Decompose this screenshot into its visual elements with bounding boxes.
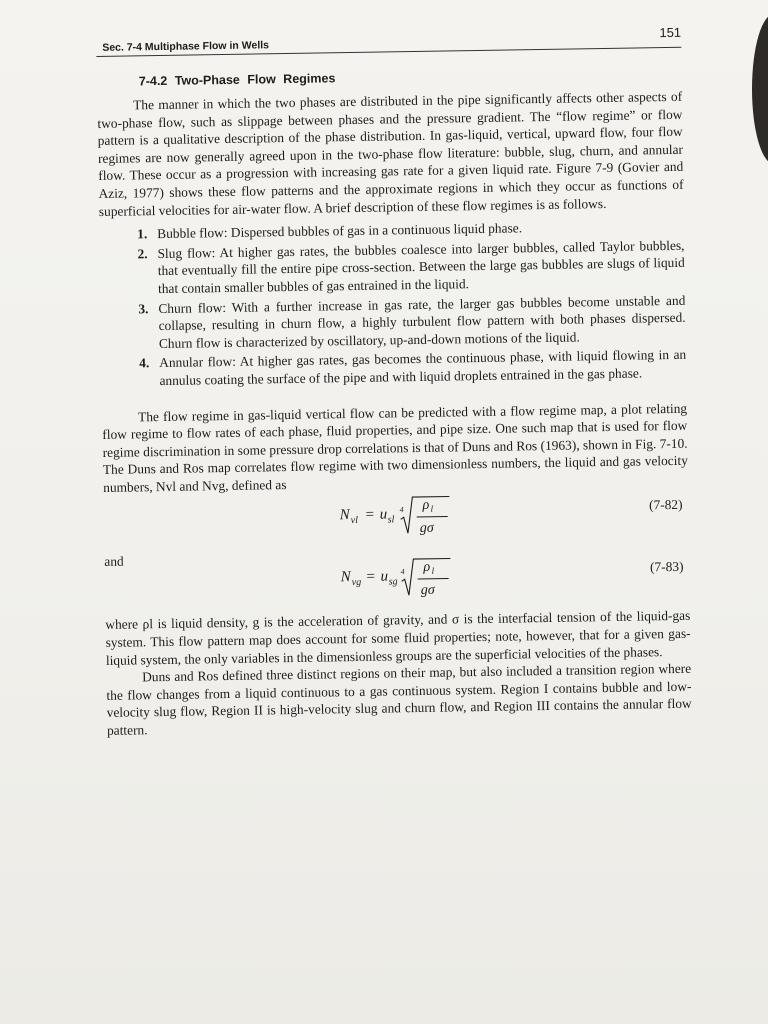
- eq-numerator: ρ: [423, 560, 431, 576]
- eq-numerator: ρ: [422, 498, 430, 514]
- equation-number: (7-83): [649, 559, 684, 575]
- eq-denominator: gσ: [420, 583, 435, 599]
- list-item-text: Bubble flow: Dispersed bubbles of gas in a continuous liquid phase.: [157, 220, 523, 242]
- page-content: [96, 21, 692, 740]
- equation-number: (7-82): [648, 497, 683, 513]
- eq-velocity-subscript: sl: [387, 514, 395, 526]
- running-head: [96, 21, 681, 57]
- section-heading: 7-4.2 Two-Phase Flow Regimes: [138, 71, 336, 89]
- list-item-number: 3.: [138, 300, 149, 316]
- regions-paragraph: Duns and Ros defined three distinct regions on their map, but also included a transition region where the flow changes from a liquid continuous to a gas continuous system. Region I contains bubble and low-velocity slug flow, Region II is high-velocity slug and churn flow, and Region III contains the annular flow pattern.: [106, 660, 692, 738]
- eq-root-index: 4: [399, 505, 404, 515]
- eq-velocity: u: [380, 568, 389, 586]
- eq-lhs: N: [340, 569, 351, 586]
- flow-regime-map-paragraph: The flow regime in gas-liquid vertical flow can be predicted with a flow regime map, a plot relating flow regime to flow rates of each phase, fluid properties, and pipe size. One such map that is used for flow regime discrimination in some pressure drop correlations is that of Duns and Ros (1963), shown in Fig. 7-10. The Duns and Ros map correlates flow regime with two dimensionless numbers, the liquid and gas velocity numbers, Nvl and Nvg, defined as: [102, 400, 688, 495]
- eq-lhs-subscript: vl: [350, 515, 359, 527]
- list-item-text: Annular flow: At higher gas rates, gas becomes the continuous phase, with liquid flowing in an annulus coating the surface of the pipe and with liquid droplets entrained in the gas phase.: [159, 347, 687, 388]
- gas-velocity-number-equation: [340, 553, 471, 607]
- eq-numerator-subscript: l: [431, 566, 435, 577]
- equation-graphic: [339, 491, 470, 545]
- eq-root-index: 4: [400, 567, 405, 577]
- eq-velocity: u: [379, 506, 388, 524]
- equation-graphic: [340, 553, 471, 607]
- equation-lead-text: and: [104, 554, 124, 570]
- equation-row: [103, 487, 689, 558]
- eq-velocity-subscript: sg: [388, 576, 398, 588]
- eq-denominator: gσ: [419, 521, 434, 537]
- variable-definition-paragraph: where ρl is liquid density, g is the acceleration of gravity, and σ is the interfacial tension of the liquid-gas system. This flow pattern map does account for some fluid properties; note, however, that for a given gas-liquid system, the only variables in the dimensionless groups are the superficial velocities of the phases.: [105, 608, 691, 668]
- list-item-number: 4.: [139, 355, 150, 371]
- svg-text:=: =: [364, 507, 375, 524]
- list-item-number: 1.: [137, 226, 148, 242]
- eq-numerator-subscript: l: [430, 504, 434, 515]
- page-number: 151: [659, 24, 682, 41]
- liquid-velocity-number-equation: [339, 491, 470, 545]
- section-label: Sec. 7-4 Multiphase Flow in Wells: [102, 39, 270, 54]
- eq-lhs-subscript: vg: [351, 577, 362, 589]
- page-curl-shadow: [752, 14, 768, 164]
- list-item: [138, 291, 686, 352]
- list-item-text: Churn flow: With a further increase in gas rate, the larger gas bubbles become unstable and collapse, resulting in churn flow, a highly turbulent flow pattern with both phases dispersed. Churn flow is characterized by oscillatory, up-and-down motions of the liquid.: [158, 292, 686, 351]
- equation-row: [104, 549, 690, 616]
- list-item: [137, 237, 685, 298]
- list-item-text: Slug flow: At higher gas rates, the bubbles coalesce into larger bubbles, called Taylor bubbles, that eventually fill the entire pipe cross-section. Between the large gas bubbles are slugs of liquid that contain smaller bubbles of gas entrained in the liquid.: [157, 237, 685, 296]
- eq-lhs: N: [339, 507, 350, 524]
- svg-text:=: =: [365, 569, 376, 586]
- list-item-number: 2.: [137, 245, 148, 262]
- intro-paragraph: The manner in which the two phases are distributed in the pipe significantly affects other aspects of two-phase flow, such as slippage between phases and the pressure gradient. The “flow regime” or flow pattern is a qualitative description of the phase distribution. In gas-liquid, vertical, upward flow, four flow regimes are now generally agreed upon in the two-phase flow literature: bubble, slug, churn, and annular flow. These occur as a progression with increasing gas rate for a given liquid rate. Figure 7-9 (Govier and Aziz, 1977) shows these flow patterns and the approximate regions in which they occur as functions of superficial velocities for air-water flow. A brief description of these flow regimes is as follows.: [97, 88, 684, 219]
- list-item: [139, 346, 687, 389]
- flow-regime-list: [99, 217, 687, 391]
